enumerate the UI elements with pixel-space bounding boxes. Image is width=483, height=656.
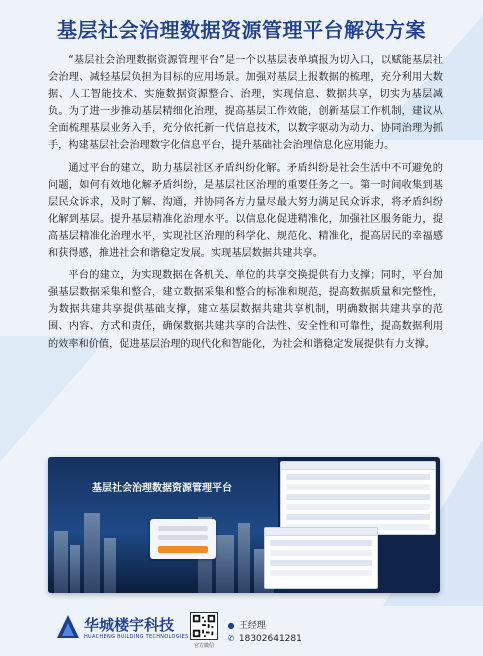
building-graphic [54,531,68,593]
table-row [286,484,430,490]
username-field [158,526,208,531]
screenshot-title: 基层社会治理数据资源管理平台 [92,483,232,494]
building-graphic [70,545,80,593]
building-graphic [104,538,116,593]
table-row [286,474,430,480]
login-button [158,546,208,553]
paragraph: 平台的建立，为实现数据在各机关、单位的共享交换提供有力支撑；同时，平台加强基层数据采集和整合，建立数据采集和整合的标准和规范，提高数据质量和完整性，为数据共建共享提供基础支撑，建立基层数据共建共享机制，明确数据共建共享的范围、内容、方式和责任，确保数据共建共享的合法性、安全性和可靠性，提高数据利用的效率和价值，促进基层治理的现代化和智能化，为社会和谐稳定发展提供有力支撑。 [48,270,443,350]
page-title: 基层社会治理数据资源管理平台解决方案 [57,18,426,42]
form-panel [264,527,378,589]
login-box [150,519,216,559]
person-icon: ● [227,621,235,630]
qr-code [190,612,218,640]
brand-name: 华城楼宇科技 [84,616,175,634]
product-screenshot [48,457,440,593]
contact-name [226,618,266,631]
building-graphic [238,523,250,593]
table-row [270,560,372,566]
data-table-panel [280,461,436,535]
panel-header [265,528,377,536]
footer [0,604,483,656]
qr-caption: 官方微信 [193,643,214,649]
table-row [286,504,430,510]
table-row [270,550,372,556]
password-field [158,535,208,540]
table-row [286,514,430,520]
panel-header [281,462,435,470]
contact-name-text: 王经理 [238,621,266,631]
contact-phone-text: 18302641281 [238,634,302,644]
building-graphic [216,535,234,593]
logo-mark [56,614,80,640]
phone-icon: ✆ [227,634,235,643]
table-row [270,540,372,546]
brand-name-en: HUACHENG BUILDING TECHNOLOGIES [84,634,189,640]
paragraph: “基层社会治理数据资源管理平台”是一个以基层表单填报为切入口，以赋能基层社会治理、减轻基层负担为目标的应用场景。加强对基层上报数据的梳理，充分利用大数据、人工智能技术、实施数据资源整合、治理，实现信息、数据共享，切实为基层减负。为了进一步推动基层精细化治理，提高基层工作效能，创新基层工作机制，建议从全面梳理基层业务入手，充分依托新一代信息技术，以数字驱动为动力、协同治理为抓手，构建基层社会治理数字化信息平台，提升基础社会治理信息化应用能力。 [48,55,443,152]
article-body [48,52,443,358]
contact-phone [226,634,302,644]
login-screen-preview [48,457,278,593]
building-graphic [84,513,100,593]
paragraph: 通过平台的建立，助力基层社区矛盾纠纷化解。矛盾纠纷是社会生活中不可避免的问题，如何有效地化解矛盾纠纷，是基层社区治理的重要任务之一。第一时间收集到基层民众诉求，及时了解、沟通，并协同各方力量尽最大努力满足民众诉求，将矛盾纠纷化解到基层。提升基层精准化治理水平。以信息化促进精准化，加强社区服务能力，提高基层精准化治理水平，实现社区治理的科学化、规范化、精准化，提高居民的幸福感和获得感，推进社会和谐稳定发展。实现基层数据共建共享。 [48,162,443,260]
table-row [286,494,430,500]
table-row [270,570,372,576]
